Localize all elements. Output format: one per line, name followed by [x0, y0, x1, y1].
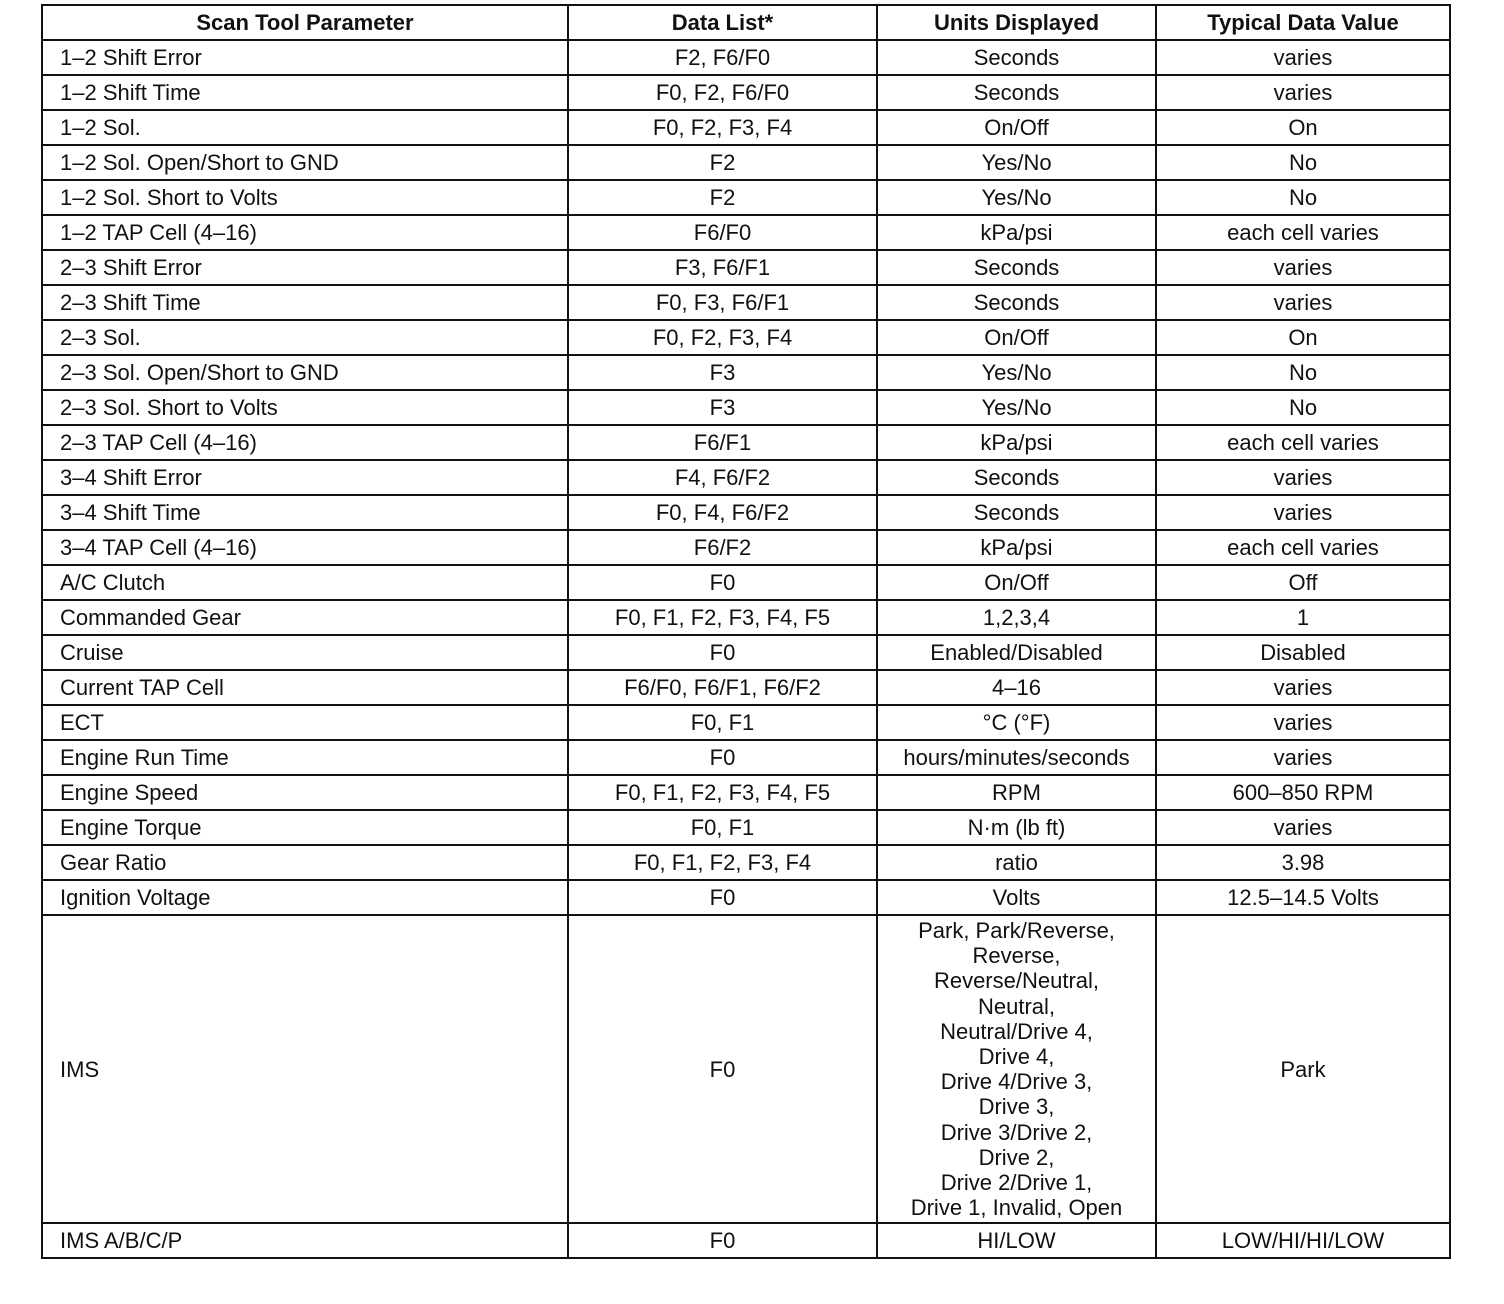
- scan-tool-parameter-cell: 2–3 Sol.: [42, 320, 568, 355]
- data-list-cell: F4, F6/F2: [568, 460, 877, 495]
- data-list-cell: F6/F0: [568, 215, 877, 250]
- scan-tool-parameter-cell: 1–2 Sol.: [42, 110, 568, 145]
- multiline-text: Park, Park/Reverse, Reverse, Reverse/Neutral, Neutral, Neutral/Drive 4, Drive 4, Drive 4/Drive 3, Drive 3, Drive 3/Drive 2, Drive 2, Drive 2/Drive 1, Drive 1, Invalid, Open: [910, 918, 1123, 1221]
- data-list-cell: F6/F0, F6/F1, F6/F2: [568, 670, 877, 705]
- typical-data-value-cell: On: [1156, 110, 1450, 145]
- scan-tool-parameter-cell: 2–3 TAP Cell (4–16): [42, 425, 568, 460]
- scan-tool-parameter-cell: 2–3 Shift Time: [42, 285, 568, 320]
- table-row: [42, 810, 1450, 845]
- units-displayed-cell: 4–16: [877, 670, 1156, 705]
- typical-data-value-cell: varies: [1156, 460, 1450, 495]
- typical-data-value-cell: varies: [1156, 810, 1450, 845]
- data-list-cell: F0: [568, 1223, 877, 1258]
- table-row: [42, 40, 1450, 75]
- data-list-cell: F6/F2: [568, 530, 877, 565]
- scan-tool-parameter-table: [41, 4, 1451, 1259]
- typical-data-value-cell: 3.98: [1156, 845, 1450, 880]
- table-row: [42, 740, 1450, 775]
- table-row: [42, 355, 1450, 390]
- typical-data-value-cell: No: [1156, 390, 1450, 425]
- scan-tool-parameter-cell: 1–2 Shift Error: [42, 40, 568, 75]
- table-row: [42, 425, 1450, 460]
- typical-data-value-cell: each cell varies: [1156, 425, 1450, 460]
- typical-data-value-cell: varies: [1156, 40, 1450, 75]
- typical-data-value-cell: No: [1156, 355, 1450, 390]
- scan-tool-parameter-cell: Commanded Gear: [42, 600, 568, 635]
- typical-data-value-cell: Disabled: [1156, 635, 1450, 670]
- units-displayed-cell: kPa/psi: [877, 215, 1156, 250]
- table-row: [42, 565, 1450, 600]
- typical-data-value-cell: No: [1156, 145, 1450, 180]
- scan-tool-parameter-cell: Engine Torque: [42, 810, 568, 845]
- header-scan-tool-parameter: Scan Tool Parameter: [42, 5, 568, 40]
- scan-tool-parameter-cell: 1–2 Shift Time: [42, 75, 568, 110]
- table-row: [42, 775, 1450, 810]
- scan-tool-parameter-cell: 2–3 Sol. Short to Volts: [42, 390, 568, 425]
- units-displayed-cell: Enabled/Disabled: [877, 635, 1156, 670]
- table-row: [42, 670, 1450, 705]
- units-displayed-cell: Volts: [877, 880, 1156, 915]
- units-displayed-cell: Yes/No: [877, 180, 1156, 215]
- units-displayed-cell: HI/LOW: [877, 1223, 1156, 1258]
- data-list-cell: F3, F6/F1: [568, 250, 877, 285]
- table-row: [42, 915, 1450, 1223]
- scan-tool-parameter-cell: 1–2 Sol. Open/Short to GND: [42, 145, 568, 180]
- table-row: [42, 600, 1450, 635]
- units-displayed-cell: Seconds: [877, 460, 1156, 495]
- scan-tool-parameter-cell: 3–4 TAP Cell (4–16): [42, 530, 568, 565]
- table-row: [42, 145, 1450, 180]
- data-list-cell: F0, F1: [568, 705, 877, 740]
- typical-data-value-cell: No: [1156, 180, 1450, 215]
- units-displayed-cell: RPM: [877, 775, 1156, 810]
- units-displayed-cell: Seconds: [877, 75, 1156, 110]
- scan-tool-parameter-cell: 2–3 Shift Error: [42, 250, 568, 285]
- table-row: [42, 215, 1450, 250]
- units-displayed-cell: Yes/No: [877, 390, 1156, 425]
- scan-tool-parameter-cell: Engine Run Time: [42, 740, 568, 775]
- scan-tool-parameter-cell: 3–4 Shift Error: [42, 460, 568, 495]
- typical-data-value-cell: varies: [1156, 740, 1450, 775]
- units-displayed-cell: °C (°F): [877, 705, 1156, 740]
- typical-data-value-cell: varies: [1156, 75, 1450, 110]
- data-list-cell: F0, F1, F2, F3, F4, F5: [568, 600, 877, 635]
- scan-tool-parameter-cell: 1–2 TAP Cell (4–16): [42, 215, 568, 250]
- units-displayed-cell: ratio: [877, 845, 1156, 880]
- typical-data-value-cell: varies: [1156, 250, 1450, 285]
- typical-data-value-cell: Park: [1156, 915, 1450, 1223]
- units-displayed-cell: On/Off: [877, 320, 1156, 355]
- scan-tool-parameter-cell: A/C Clutch: [42, 565, 568, 600]
- typical-data-value-cell: 600–850 RPM: [1156, 775, 1450, 810]
- data-list-cell: F0, F2, F6/F0: [568, 75, 877, 110]
- data-list-cell: F2: [568, 145, 877, 180]
- data-list-cell: F3: [568, 390, 877, 425]
- scan-tool-parameter-cell: Cruise: [42, 635, 568, 670]
- data-list-cell: F0: [568, 915, 877, 1223]
- header-typical-data-value: Typical Data Value: [1156, 5, 1450, 40]
- header-data-list: Data List*: [568, 5, 877, 40]
- table-row: [42, 320, 1450, 355]
- table-row: [42, 495, 1450, 530]
- data-list-cell: F0, F2, F3, F4: [568, 320, 877, 355]
- scan-tool-parameter-cell: 3–4 Shift Time: [42, 495, 568, 530]
- data-list-cell: F0, F1: [568, 810, 877, 845]
- table-row: [42, 705, 1450, 740]
- units-displayed-cell: Yes/No: [877, 145, 1156, 180]
- scan-tool-parameter-cell: Current TAP Cell: [42, 670, 568, 705]
- typical-data-value-cell: 12.5–14.5 Volts: [1156, 880, 1450, 915]
- data-list-cell: F0: [568, 565, 877, 600]
- scan-tool-parameter-cell: IMS: [42, 915, 568, 1223]
- typical-data-value-cell: Off: [1156, 565, 1450, 600]
- units-displayed-cell: On/Off: [877, 565, 1156, 600]
- data-list-cell: F0, F1, F2, F3, F4: [568, 845, 877, 880]
- data-list-cell: F0: [568, 635, 877, 670]
- table-row: [42, 845, 1450, 880]
- header-units-displayed: Units Displayed: [877, 5, 1156, 40]
- data-list-cell: F0: [568, 880, 877, 915]
- units-displayed-cell: 1,2,3,4: [877, 600, 1156, 635]
- units-displayed-cell: hours/minutes/seconds: [877, 740, 1156, 775]
- typical-data-value-cell: varies: [1156, 670, 1450, 705]
- units-displayed-cell: Yes/No: [877, 355, 1156, 390]
- data-list-cell: F2: [568, 180, 877, 215]
- scan-tool-parameter-cell: 2–3 Sol. Open/Short to GND: [42, 355, 568, 390]
- units-displayed-cell: Seconds: [877, 250, 1156, 285]
- table-row: [42, 75, 1450, 110]
- units-displayed-cell: N·m (lb ft): [877, 810, 1156, 845]
- data-list-cell: F0, F1, F2, F3, F4, F5: [568, 775, 877, 810]
- units-displayed-cell: Seconds: [877, 40, 1156, 75]
- units-displayed-cell: kPa/psi: [877, 425, 1156, 460]
- data-list-cell: F6/F1: [568, 425, 877, 460]
- typical-data-value-cell: varies: [1156, 285, 1450, 320]
- data-list-cell: F0: [568, 740, 877, 775]
- data-list-cell: F0, F2, F3, F4: [568, 110, 877, 145]
- table-row: [42, 880, 1450, 915]
- scan-tool-parameter-cell: Ignition Voltage: [42, 880, 568, 915]
- table-row: [42, 285, 1450, 320]
- typical-data-value-cell: 1: [1156, 600, 1450, 635]
- data-list-cell: F0, F4, F6/F2: [568, 495, 877, 530]
- data-list-cell: F2, F6/F0: [568, 40, 877, 75]
- scan-tool-parameter-cell: IMS A/B/C/P: [42, 1223, 568, 1258]
- units-displayed-cell: kPa/psi: [877, 530, 1156, 565]
- data-list-cell: F3: [568, 355, 877, 390]
- table-row: [42, 1223, 1450, 1258]
- units-displayed-cell: [877, 915, 1156, 1223]
- table-row: [42, 530, 1450, 565]
- header-row: [42, 5, 1450, 40]
- units-displayed-cell: Seconds: [877, 285, 1156, 320]
- scan-tool-parameter-cell: 1–2 Sol. Short to Volts: [42, 180, 568, 215]
- scan-tool-parameter-cell: ECT: [42, 705, 568, 740]
- table-row: [42, 180, 1450, 215]
- typical-data-value-cell: On: [1156, 320, 1450, 355]
- data-list-cell: F0, F3, F6/F1: [568, 285, 877, 320]
- units-displayed-cell: On/Off: [877, 110, 1156, 145]
- scan-tool-parameter-cell: Gear Ratio: [42, 845, 568, 880]
- table-body: [42, 40, 1450, 1258]
- typical-data-value-cell: varies: [1156, 495, 1450, 530]
- units-displayed-cell: Seconds: [877, 495, 1156, 530]
- table-row: [42, 390, 1450, 425]
- scan-tool-parameter-cell: Engine Speed: [42, 775, 568, 810]
- table-row: [42, 250, 1450, 285]
- typical-data-value-cell: LOW/HI/HI/LOW: [1156, 1223, 1450, 1258]
- table-row: [42, 460, 1450, 495]
- table-row: [42, 635, 1450, 670]
- table-row: [42, 110, 1450, 145]
- typical-data-value-cell: each cell varies: [1156, 530, 1450, 565]
- typical-data-value-cell: varies: [1156, 705, 1450, 740]
- typical-data-value-cell: each cell varies: [1156, 215, 1450, 250]
